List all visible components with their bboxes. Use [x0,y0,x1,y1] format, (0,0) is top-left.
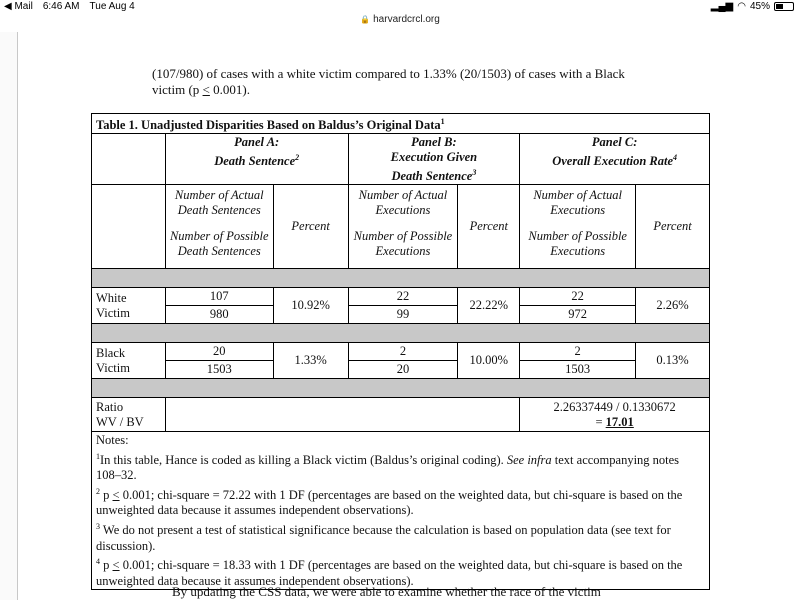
panel-b-label: Panel B: [411,134,457,149]
a-denominator-header: Number of Possible Death Sentences [165,221,273,269]
table-cell: 972 [520,306,636,324]
panel-c-title: Overall Execution Rate [552,153,674,168]
table-cell: 2 [520,343,636,361]
row-label-line: Black [96,345,126,360]
signal-icon: ▂▄▆ [710,1,734,12]
note-italic-text: See infra [506,452,552,467]
table-cell: 10.92% [273,288,348,324]
intro-text: victim (p [152,82,203,97]
table-title-text: Table 1. Unadjusted Disparities Based on Baldus’s Original Data [96,118,441,133]
row-label-line: WV / BV [96,414,144,429]
footnote-ref: 3 [472,167,477,177]
row-label-black-victim [92,343,166,379]
wifi-icon: ◠ [737,1,746,12]
c-percent-header: Percent [636,185,710,269]
status-bar [0,0,800,14]
note-text: We do not present a test of statistical significance because the calculation is based on population data (see text for discussion). [96,523,671,553]
footnote-ref: 4 [673,152,678,162]
page-edge [0,32,18,600]
separator-row [92,269,710,288]
url-bar[interactable] [0,14,800,32]
notes-heading: Notes: [96,433,129,448]
ratio-expression: 2.26337449 / 0.1330672 [553,399,676,414]
table-cell: 1.33% [273,343,348,379]
panel-b-title-line-3: Death Sentence [391,168,473,183]
panel-a-title: Death Sentence [214,153,296,168]
table-cell: 2 [348,343,458,361]
table-cell: 980 [165,306,273,324]
ratio-equals: = [595,414,606,429]
ratio-calculation [520,398,710,432]
table-cell: 22 [520,288,636,306]
panel-b-header [348,134,520,185]
table-cell: 20 [165,343,273,361]
b-numerator-header: Number of Actual Executions [348,185,458,221]
a-percent-header: Percent [273,185,348,269]
footnote-ref: 2 [96,486,100,496]
note-text: 0.001; chi-square = 18.33 with 1 DF (percentages are based on the weighted data, but chi-square is based on the unweighted data because it assumes independent observations). [96,558,683,588]
row-label-line: Victim [96,360,130,375]
body-paragraph: By updating the CSS data, we were able to examine whether the race of the victim [172,584,601,599]
row-label-line: White [96,290,127,305]
row-label-line: Ratio [96,399,124,414]
table-cell: 99 [348,306,458,324]
table-cell: 107 [165,288,273,306]
c-denominator-header: Number of Possible Executions [520,221,636,269]
table-cell: 1503 [165,361,273,379]
battery-icon [774,2,794,11]
table-cell: 20 [348,361,458,379]
note-text: text accompanying notes 108–32. [96,452,680,483]
footnote-ref: 1 [440,117,445,126]
disparities-table [91,113,710,590]
b-percent-header: Percent [458,185,520,269]
row-label-line: Victim [96,305,130,320]
table-cell: 10.00% [458,343,520,379]
table-cell: 22.22% [458,288,520,324]
less-equal-symbol: < [112,558,120,573]
panel-c-label: Panel C: [591,134,638,149]
intro-text: 0.001). [209,82,250,97]
note-3 [96,519,705,554]
battery-fill [776,4,783,9]
note-text: 0.001; chi-square = 72.22 with 1 DF (percentages are based on the weighted data, but chi-square is based on the unweighted data because it assumes independent observations). [96,487,683,518]
table-cell: 1503 [520,361,636,379]
row-label-white-victim [92,288,166,324]
separator-row [92,324,710,343]
panel-a-label: Panel A: [234,134,280,149]
c-numerator-header: Number of Actual Executions [520,185,636,221]
empty-cell [92,185,166,269]
note-text: p [100,558,113,573]
footnote-ref: 2 [295,152,300,162]
intro-line-2 [152,82,692,98]
footnote-ref: 1 [96,451,100,461]
note-text: In this table, Hance is coded as killing a Black victim (Baldus’s original coding). [100,452,507,467]
back-to-mail-link[interactable]: ◀ Mail [4,1,33,12]
panel-b-title: Execution Given [390,149,478,164]
row-label-ratio [92,398,166,432]
table-cell: 22 [348,288,458,306]
battery-percent: 45% [749,1,770,12]
separator-row [92,379,710,398]
empty-cell [165,398,519,432]
table-notes [92,432,710,590]
table-cell: 2.26% [636,288,710,324]
note-1 [96,449,705,484]
status-time: 6:46 AM [42,1,80,12]
note-text: p [100,487,113,502]
status-date: Tue Aug 4 [89,1,135,12]
url-domain: harvardcrcl.org [373,14,440,25]
a-numerator-header: Number of Actual Death Sentences [165,185,273,221]
note-2 [96,484,705,519]
footnote-ref: 4 [96,557,100,567]
empty-cell [92,134,166,185]
b-denominator-header: Number of Possible Executions [348,221,458,269]
table-cell: 0.13% [636,343,710,379]
panel-c-header [520,134,710,185]
table-title [92,114,710,134]
intro-line-1: (107/980) of cases with a white victim compared to 1.33% (20/1503) of cases with a Black [152,66,625,81]
panel-a-header [165,134,348,185]
less-equal-symbol: < [202,82,210,97]
intro-paragraph [152,66,692,98]
footnote-ref: 3 [96,521,100,531]
ratio-result: 17.01 [605,414,634,429]
lock-icon: 🔒 [360,15,371,24]
less-equal-symbol: < [112,487,120,502]
